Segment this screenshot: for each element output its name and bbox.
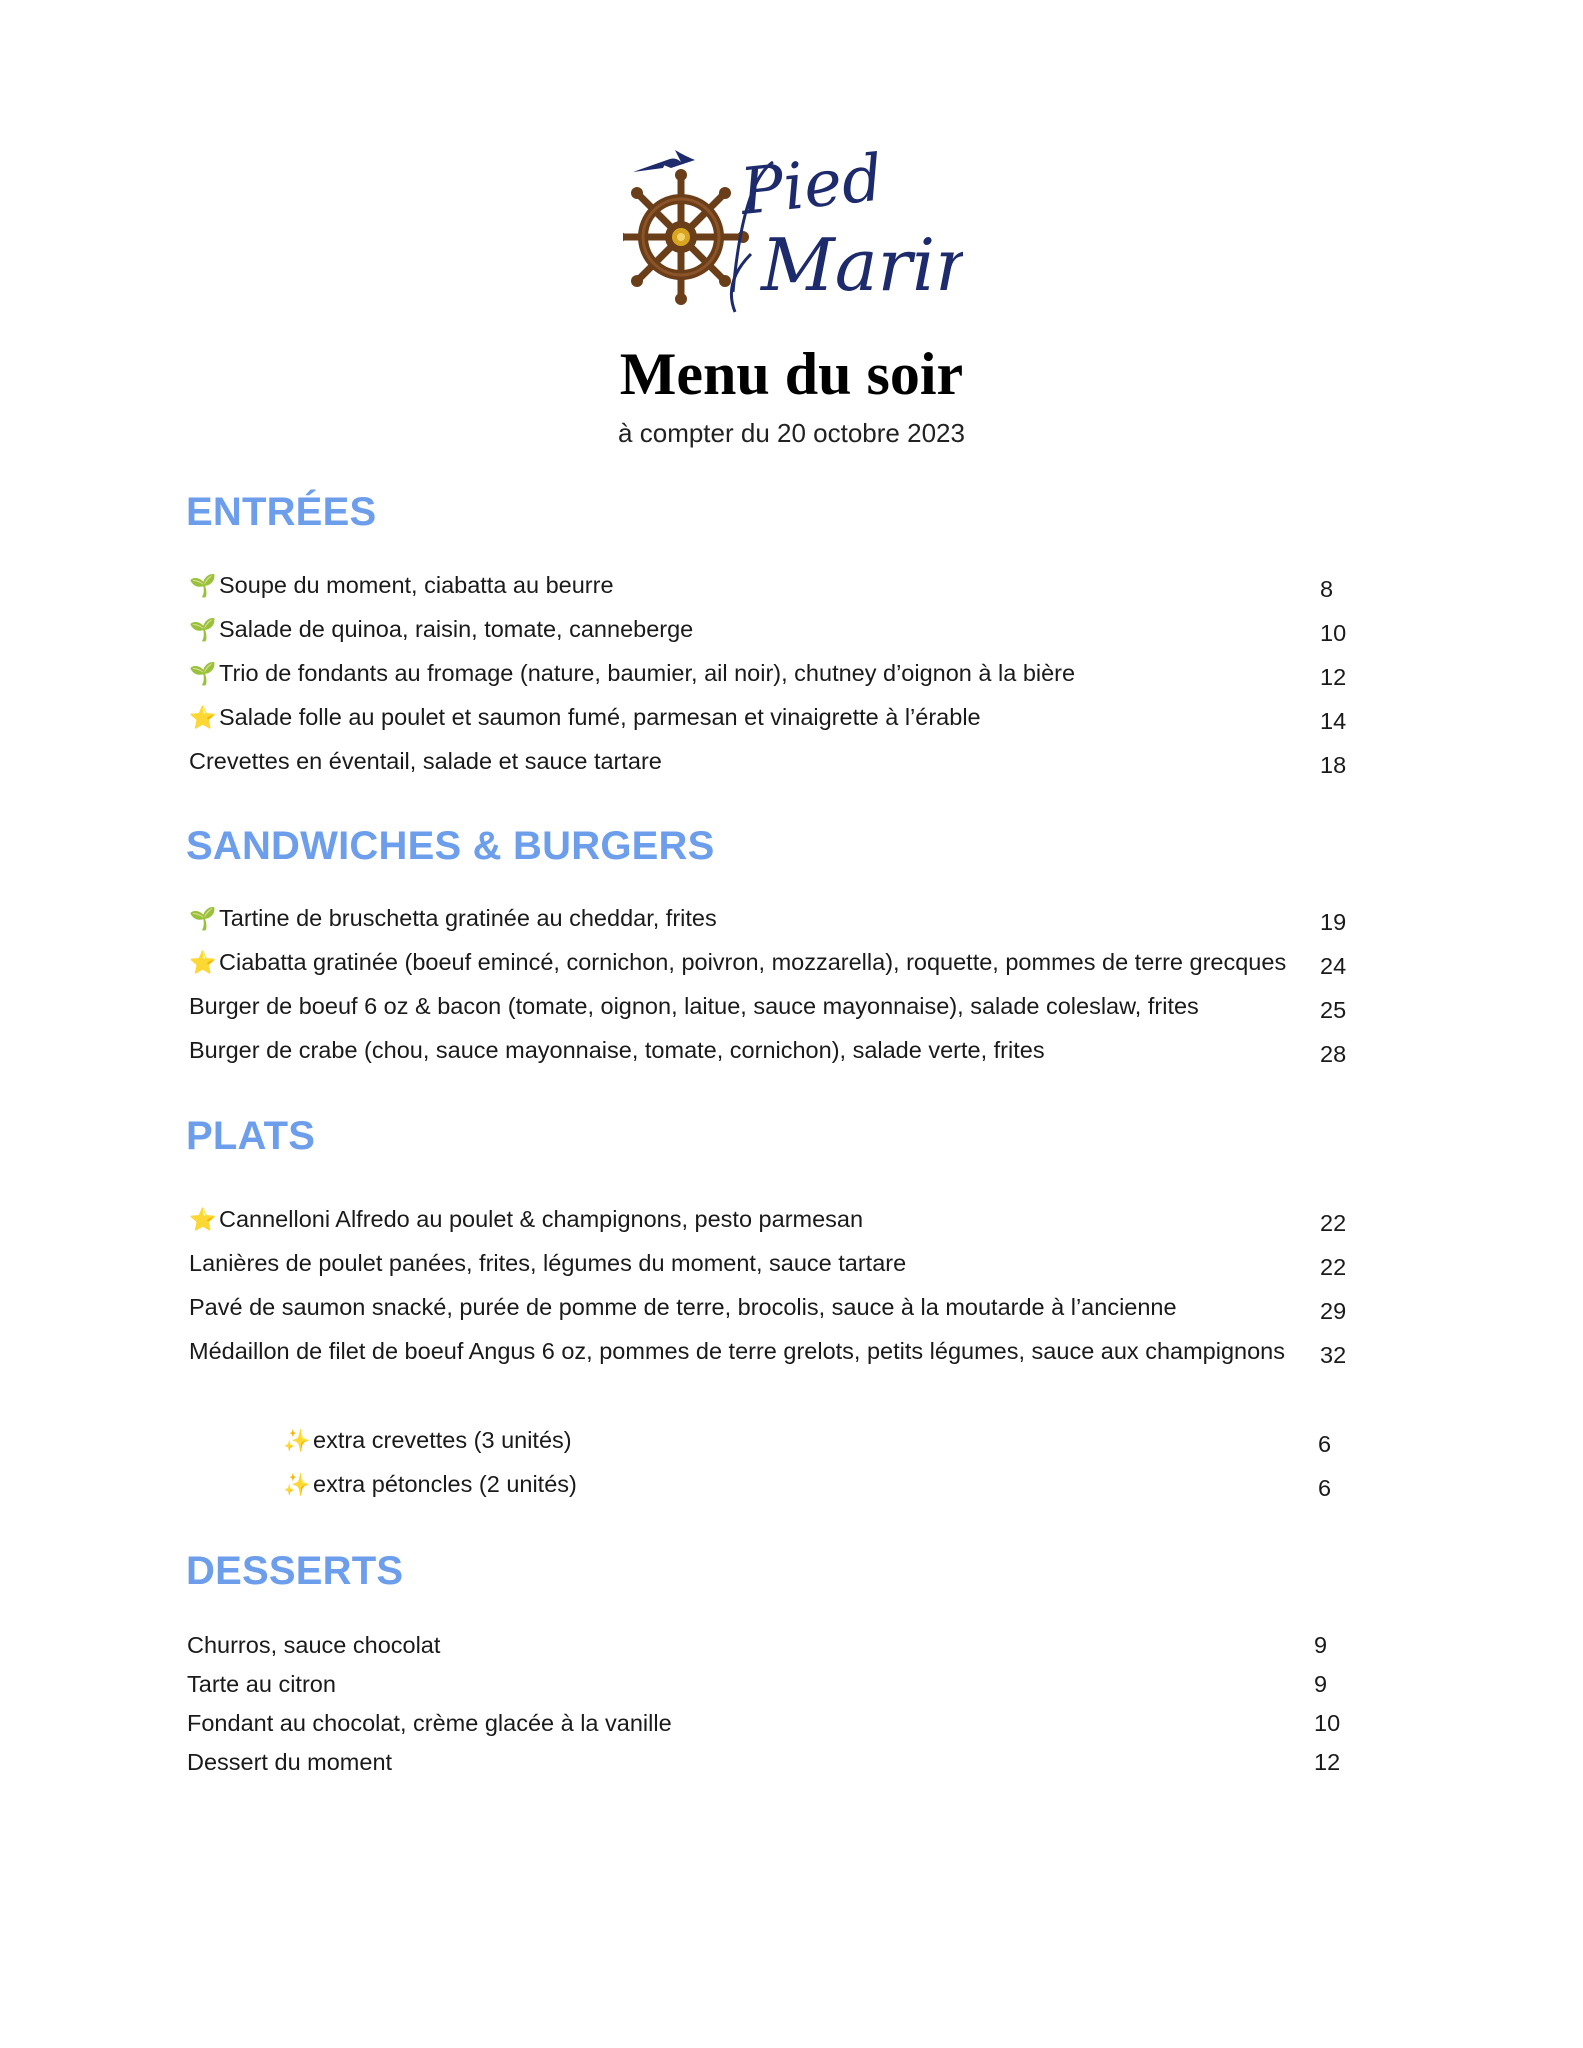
item-name: ⭐ Cannelloni Alfredo au poulet & champignons, pesto parmesan [189, 1199, 863, 1240]
item-price: 9 [1314, 1632, 1328, 1658]
item-name: ✨ extra pétoncles (2 unités) [283, 1464, 577, 1505]
item-price: 22 [1320, 1210, 1347, 1236]
item-name: 🌱 Salade de quinoa, raisin, tomate, canneberge [189, 609, 693, 650]
item-name: Churros, sauce chocolat [187, 1632, 441, 1658]
section-title-desserts: DESSERTS [186, 1549, 404, 1593]
seedling-icon: 🌱 [189, 573, 217, 598]
item-name: Tarte au citron [187, 1671, 336, 1697]
item-price: 12 [1314, 1749, 1341, 1775]
ship-wheel-icon [623, 142, 963, 317]
item-price: 14 [1320, 708, 1347, 734]
item-price: 18 [1320, 752, 1347, 778]
section-title-plats: PLATS [186, 1114, 316, 1158]
item-name: Médaillon de filet de boeuf Angus 6 oz, pommes de terre grelots, petits légumes, sauce aux champignons [189, 1338, 1285, 1364]
item-name: 🌱 Trio de fondants au fromage (nature, baumier, ail noir), chutney d’oignon à la bière [189, 653, 1075, 694]
seedling-icon: 🌱 [189, 906, 217, 931]
item-price: 6 [1318, 1431, 1332, 1457]
seedling-icon: 🌱 [189, 617, 217, 642]
item-price: 6 [1318, 1475, 1332, 1501]
star-icon: ⭐ [189, 950, 217, 975]
item-name: Fondant au chocolat, crème glacée à la vanille [187, 1710, 672, 1736]
item-price: 32 [1320, 1342, 1347, 1368]
star-icon: ⭐ [189, 705, 217, 730]
item-name: Crevettes en éventail, salade et sauce tartare [189, 748, 662, 774]
item-price: 28 [1320, 1041, 1347, 1067]
pied-marin-logo [623, 142, 963, 317]
item-name: Burger de boeuf 6 oz & bacon (tomate, oignon, laitue, sauce mayonnaise), salade coleslaw, frites [189, 993, 1199, 1019]
item-price: 9 [1314, 1671, 1328, 1697]
item-price: 10 [1320, 620, 1347, 646]
item-name: Burger de crabe (chou, sauce mayonnaise, tomate, cornichon), salade verte, frites [189, 1037, 1045, 1063]
sparkles-icon: ✨ [283, 1472, 311, 1497]
item-price: 19 [1320, 909, 1347, 935]
page-title: Menu du soir [619, 341, 964, 407]
item-name: ⭐ Ciabatta gratinée (boeuf emincé, cornichon, poivron, mozzarella), roquette, pommes de terre grecques [189, 942, 1286, 983]
item-price: 8 [1320, 576, 1334, 602]
item-name: 🌱 Tartine de bruschetta gratinée au cheddar, frites [189, 898, 717, 939]
item-price: 25 [1320, 997, 1347, 1023]
item-name: Pavé de saumon snacké, purée de pomme de terre, brocolis, sauce à la moutarde à l’ancienne [189, 1294, 1177, 1320]
item-name: 🌱 Soupe du moment, ciabatta au beurre [189, 565, 614, 606]
item-price: 29 [1320, 1298, 1347, 1324]
section-title-sandwiches-burgers: SANDWICHES & BURGERS [186, 824, 715, 868]
sparkles-icon: ✨ [283, 1428, 311, 1453]
page-subtitle: à compter du 20 octobre 2023 [618, 418, 965, 448]
item-price: 24 [1320, 953, 1347, 979]
seedling-icon: 🌱 [189, 661, 217, 686]
item-price: 12 [1320, 664, 1347, 690]
item-name: Dessert du moment [187, 1749, 393, 1775]
item-price: 22 [1320, 1254, 1347, 1280]
item-name: Lanières de poulet panées, frites, légumes du moment, sauce tartare [189, 1250, 907, 1276]
star-icon: ⭐ [189, 1207, 217, 1232]
item-name: ⭐ Salade folle au poulet et saumon fumé, parmesan et vinaigrette à l’érable [189, 697, 981, 738]
logo-text-line1: Pied [736, 142, 887, 230]
section-title-entrees: ENTRÉES [186, 490, 377, 534]
logo-text-line2: Marin [761, 223, 963, 307]
item-price: 10 [1314, 1710, 1341, 1736]
item-name: ✨ extra crevettes (3 unités) [283, 1420, 572, 1461]
